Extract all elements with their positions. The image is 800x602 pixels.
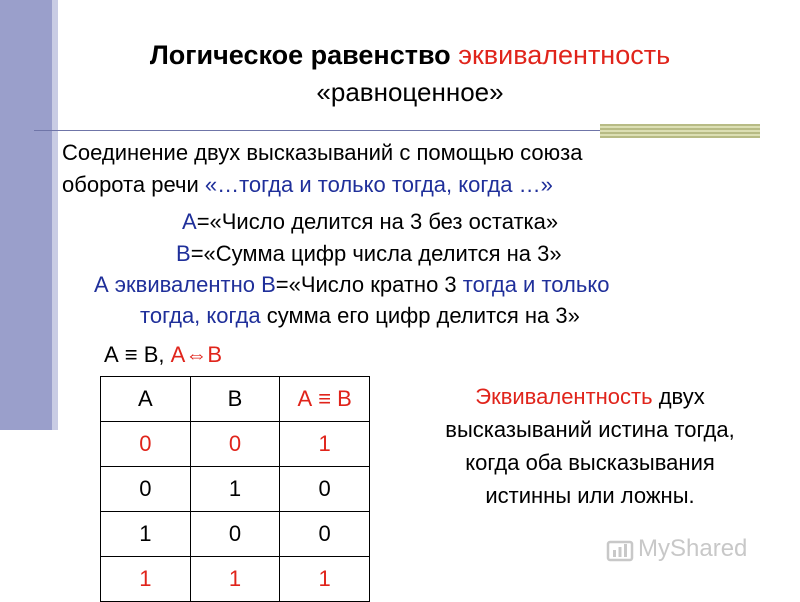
table-row	[101, 557, 370, 602]
explanation-line-3: когда оба высказывания	[465, 450, 715, 475]
equivalence-text-2: сумма его цифр делится на 3»	[260, 303, 580, 328]
table-cell: 1	[101, 512, 191, 557]
statement-b-label: В	[176, 241, 191, 266]
table-cell: 1	[190, 557, 280, 602]
table-header-result: А ≡ В	[280, 377, 370, 422]
equivalence-text-1: =«Число кратно 3	[275, 272, 463, 297]
statement-b-text: =«Сумма цифр числа делится на 3»	[190, 241, 562, 266]
truth-table	[100, 376, 370, 602]
table-header-a: А	[101, 377, 191, 422]
title-highlight: эквивалентность	[458, 40, 671, 70]
watermark-logo	[606, 532, 776, 566]
statement-a	[182, 207, 558, 237]
table-cell: 1	[101, 557, 191, 602]
table-cell: 1	[190, 467, 280, 512]
table-cell: 0	[280, 467, 370, 512]
definition-quote: «…тогда и только тогда, когда …»	[204, 172, 553, 197]
explanation-rest-1: двух	[652, 384, 705, 409]
notation-arrow: А⇔В	[170, 342, 222, 367]
table-header-row	[101, 377, 370, 422]
statement-a-text: =«Число делится на 3 без остатка»	[196, 209, 559, 234]
table-cell: 0	[280, 512, 370, 557]
title-prefix: Логическое равенство	[149, 40, 459, 70]
slide-title	[60, 36, 760, 74]
explanation-text	[400, 380, 780, 512]
statement-b	[176, 239, 562, 269]
explanation-line-2: высказываний истина тогда,	[445, 417, 735, 442]
table-cell: 0	[101, 422, 191, 467]
definition-line-2	[62, 170, 553, 200]
left-decor-bar-shadow	[52, 0, 58, 430]
table-cell: 0	[101, 467, 191, 512]
table-cell: 0	[190, 422, 280, 467]
equivalence-conj-2: тогда, когда	[140, 303, 261, 328]
explanation-line-4: истинны или ложны.	[485, 483, 695, 508]
equivalence-label: А эквивалентно В	[94, 272, 276, 297]
table-cell: 1	[280, 422, 370, 467]
equivalence-line-2	[140, 301, 580, 331]
explanation-highlight: Эквивалентность	[475, 384, 653, 409]
watermark-text: MyShared	[638, 535, 748, 562]
definition-line-2-prefix: оборота речи	[62, 172, 205, 197]
left-decor-bar	[0, 0, 54, 430]
table-row	[101, 467, 370, 512]
chart-logo-icon	[606, 536, 634, 564]
slide-subtitle: «равноценное»	[316, 77, 504, 107]
statement-a-label: А	[182, 209, 197, 234]
equivalence-line-1	[94, 270, 609, 300]
definition-line-1: Соединение двух высказываний с помощью союза	[62, 140, 583, 165]
table-row	[101, 512, 370, 557]
explanation-line-1	[400, 380, 780, 413]
equivalence-conj-1: тогда и только	[462, 272, 610, 297]
table-header-b: В	[190, 377, 280, 422]
notation-equiv: А ≡ В,	[104, 342, 171, 367]
table-cell: 1	[280, 557, 370, 602]
table-cell: 0	[190, 512, 280, 557]
header-rule	[34, 130, 600, 131]
notation	[104, 340, 222, 370]
header-rule-block	[600, 124, 760, 138]
table-row	[101, 422, 370, 467]
